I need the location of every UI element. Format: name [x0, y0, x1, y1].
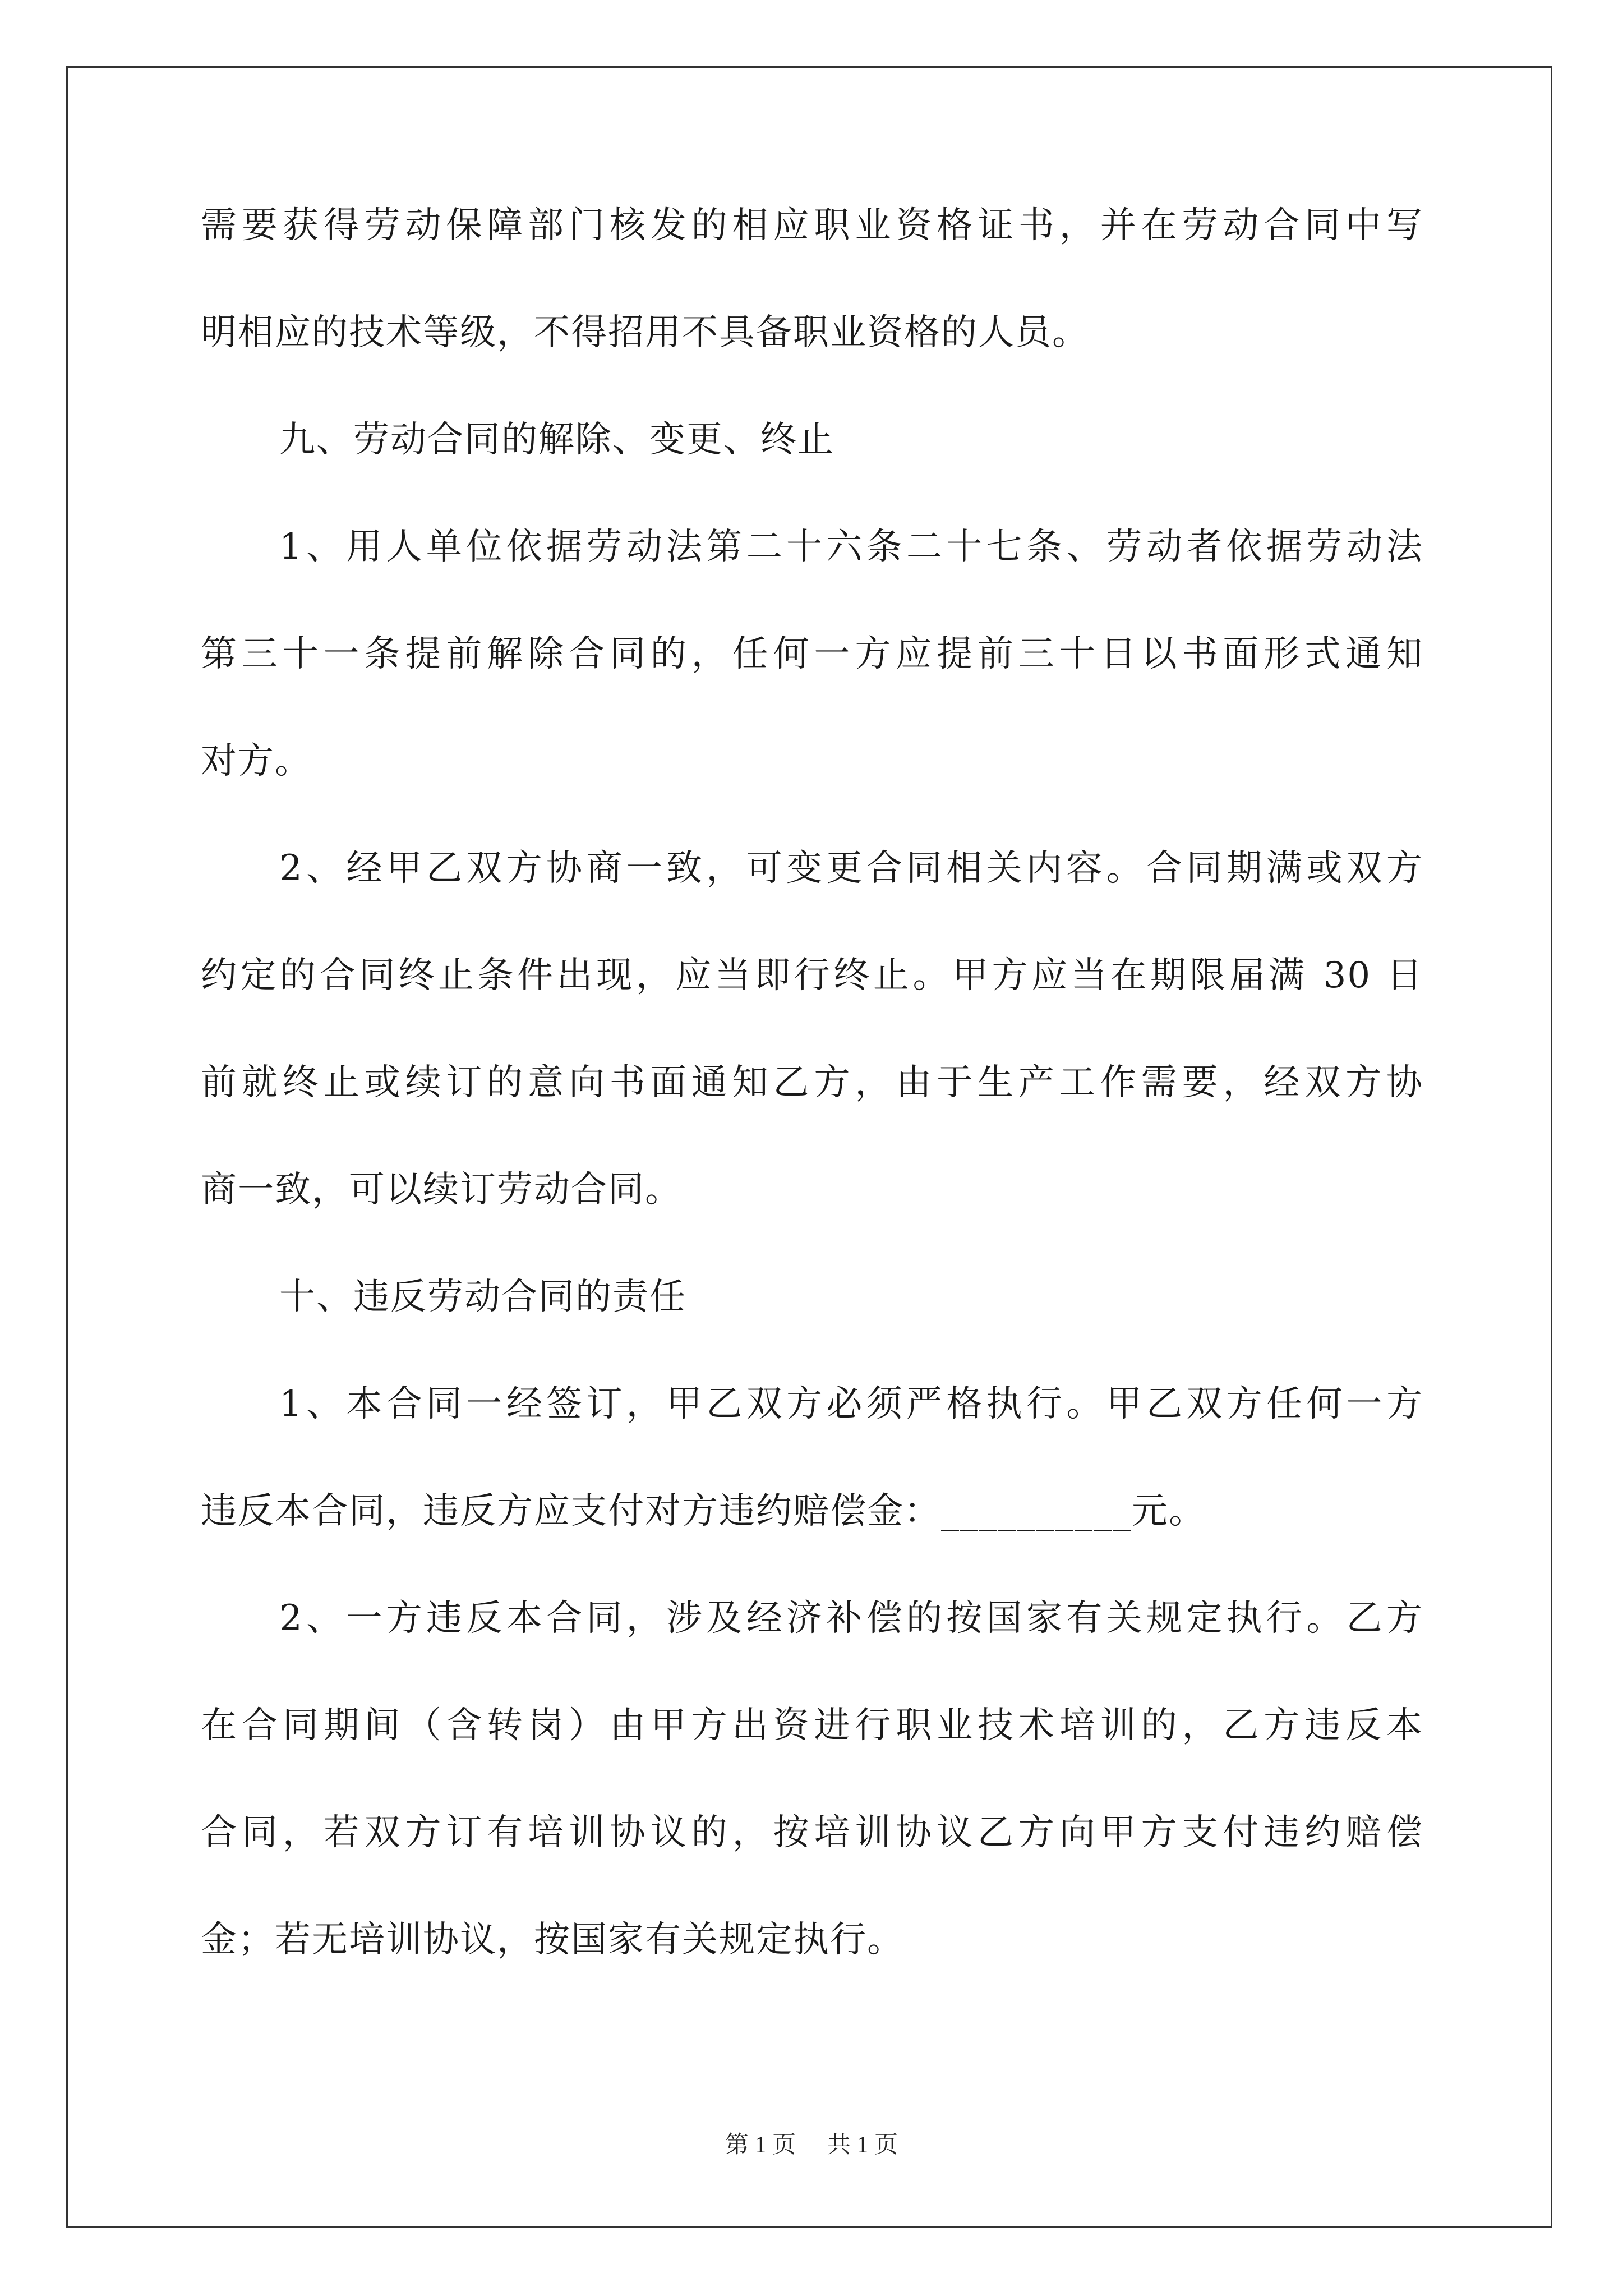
- page-number: 第 1 页: [725, 2132, 796, 2158]
- text-line: 1、用人单位依据劳动法第二十六条二十七条、劳动者依据劳动法: [279, 526, 1423, 568]
- text-line: 十、违反劳动合同的责任: [279, 1276, 686, 1318]
- text-line: 违反本合同，违反方应支付对方违约赔偿金：__________元。: [201, 1490, 1206, 1532]
- text-line: 2、经甲乙双方协商一致，可变更合同相关内容。合同期满或双方: [279, 848, 1423, 889]
- text-line: 金；若无培训协议，按国家有关规定执行。: [201, 1919, 904, 1961]
- document-body: [201, 203, 1423, 2024]
- text-line: 前就终止或续订的意向书面通知乙方，由于生产工作需要，经双方协: [201, 1062, 1423, 1103]
- page-total: 共 1 页: [827, 2132, 898, 2158]
- text-line: 约定的合同终止条件出现，应当即行终止。甲方应当在期限届满 30 日: [201, 955, 1423, 996]
- text-line: 需要获得劳动保障部门核发的相应职业资格证书，并在劳动合同中写: [201, 205, 1423, 246]
- text-line: 明相应的技术等级，不得招用不具备职业资格的人员。: [201, 312, 1089, 353]
- text-line: 2、一方违反本合同，涉及经济补偿的按国家有关规定执行。乙方: [279, 1598, 1423, 1639]
- page-footer: [0, 2129, 1623, 2161]
- text-line: 商一致，可以续订劳动合同。: [201, 1169, 682, 1211]
- text-line: 在合同期间（含转岗）由甲方出资进行职业技术培训的，乙方违反本: [201, 1705, 1423, 1746]
- text-line: 第三十一条提前解除合同的，任何一方应提前三十日以书面形式通知: [201, 633, 1423, 675]
- text-line: 1、本合同一经签订，甲乙双方必须严格执行。甲乙双方任何一方: [279, 1383, 1423, 1425]
- text-line: 九、劳动合同的解除、变更、终止: [279, 419, 834, 461]
- text-line: 合同，若双方订有培训协议的，按培训协议乙方向甲方支付违约赔偿: [201, 1812, 1423, 1853]
- text-line: 对方。: [201, 740, 312, 782]
